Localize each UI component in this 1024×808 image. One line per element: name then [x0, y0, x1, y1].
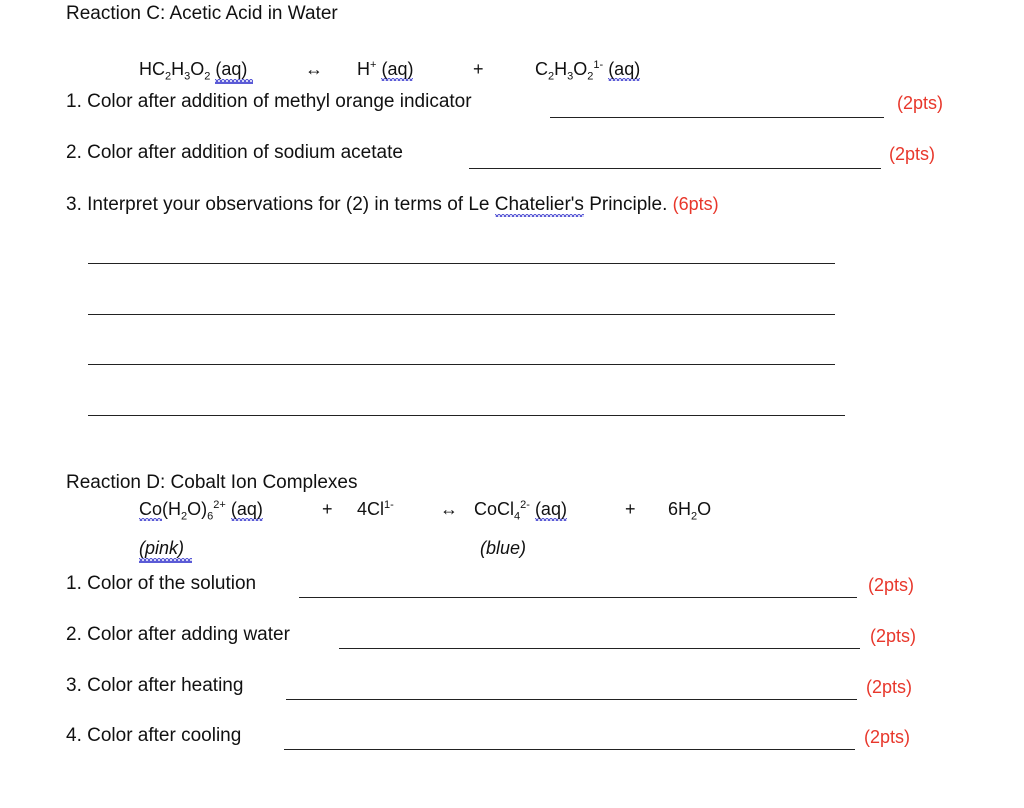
- answer-line-d1[interactable]: [299, 597, 857, 598]
- answer-line-c3-3[interactable]: [88, 364, 835, 365]
- question-d4-label: 4. Color after cooling: [66, 725, 242, 746]
- answer-line-c3-1[interactable]: [88, 263, 835, 264]
- points-c3: (6pts): [672, 194, 719, 214]
- color-label-blue: (blue): [480, 538, 527, 558]
- answer-line-d4[interactable]: [284, 749, 855, 750]
- question-c3-label: 3. Interpret your observations for (2) in terms of Le Chatelier's Principle. (6pts): [66, 194, 719, 215]
- reactant-state: (aq): [215, 58, 253, 84]
- reaction-d-title: Reaction D: Cobalt Ion Complexes: [66, 472, 358, 493]
- answer-line-d2[interactable]: [339, 648, 860, 649]
- reaction-d-plus2: +: [625, 499, 636, 519]
- question-d1-label: 1. Color of the solution: [66, 573, 257, 594]
- reaction-d-chloride: $4Cl^{1-}$: [357, 499, 394, 519]
- question-c1-label: 1. Color after addition of methyl orange indicator: [66, 91, 472, 112]
- answer-line-c1[interactable]: [550, 117, 884, 118]
- points-c1: (2pts): [897, 93, 944, 113]
- reaction-c-plus: +: [473, 59, 484, 79]
- points-d2: (2pts): [870, 626, 917, 646]
- points-d4: (2pts): [864, 727, 911, 747]
- reaction-d-plus1: +: [322, 499, 333, 519]
- question-c2-label: 2. Color after addition of sodium acetate: [66, 142, 403, 163]
- reaction-c-title: Reaction C: Acetic Acid in Water: [66, 3, 338, 24]
- points-c2: (2pts): [889, 144, 936, 164]
- question-d3-label: 3. Color after heating: [66, 675, 244, 696]
- color-label-pink: (pink): [139, 537, 192, 563]
- answer-line-c2[interactable]: [469, 168, 881, 169]
- question-d2-label: 2. Color after adding water: [66, 624, 290, 645]
- reaction-d-complex2: CoCl$_4^{2-}$ (aq): [474, 499, 567, 523]
- reaction-c-h-ion: H+ (aq): [357, 59, 414, 79]
- reaction-c-arrow: ↔: [305, 59, 323, 79]
- points-d3: (2pts): [866, 677, 913, 697]
- reaction-d-complex1: $Co(H_2O)_6^{2+}$ (aq): [139, 499, 263, 523]
- reaction-c-acetate: $C_2H_3O_2^{1-}$ (aq): [535, 59, 641, 83]
- answer-line-c3-2[interactable]: [88, 314, 835, 315]
- reaction-c-equation-reactant: $HC_2H_3O_2$ (aq): [139, 58, 253, 84]
- reaction-d-arrow: ↔: [440, 499, 458, 519]
- answer-line-c3-4[interactable]: [88, 415, 845, 416]
- points-d1: (2pts): [868, 575, 915, 595]
- answer-line-d3[interactable]: [286, 699, 857, 700]
- reaction-d-water: $6H_2O$: [668, 499, 712, 523]
